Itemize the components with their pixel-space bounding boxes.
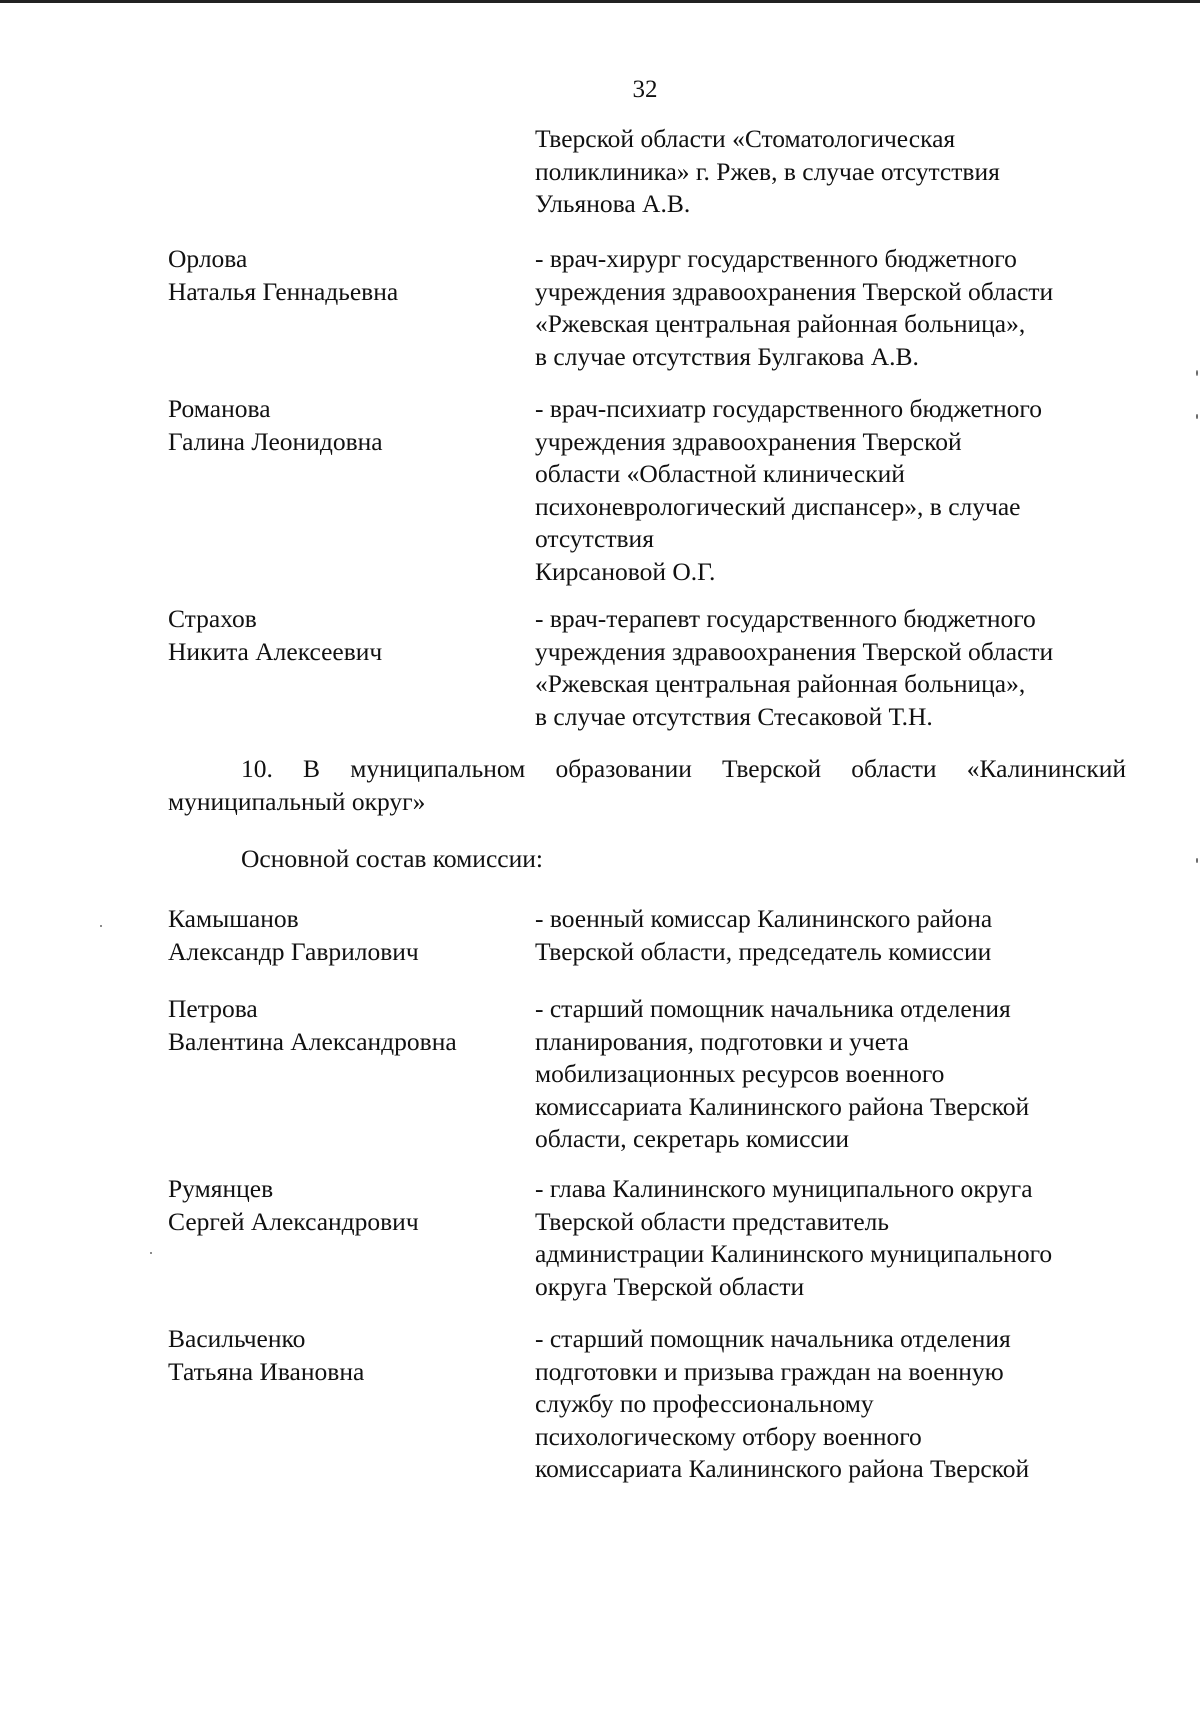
text-line: области «Областной клинический bbox=[535, 459, 905, 488]
text-line: в случае отсутствия Стесаковой Т.Н. bbox=[535, 701, 933, 731]
text-line: области, секретарь комиссии bbox=[535, 1124, 849, 1153]
member-name bbox=[168, 393, 528, 458]
member-surname: Страхов bbox=[168, 604, 257, 633]
member-position bbox=[535, 243, 1126, 373]
member-surname: Орлова bbox=[168, 244, 248, 273]
text-line: психологическому отбору военного bbox=[535, 1421, 922, 1451]
member-given-names: Галина Леонидовна bbox=[168, 426, 383, 456]
scan-speck bbox=[100, 925, 102, 927]
text-line: психоневрологический диспансер», в случае bbox=[535, 491, 1021, 521]
commission-subheading: Основной состав комиссии: bbox=[241, 844, 543, 873]
member-name bbox=[168, 1323, 528, 1388]
text-line: учреждения здравоохранения Тверской области bbox=[535, 276, 1054, 306]
member-name bbox=[168, 243, 528, 308]
member-given-names: Александр Гаврилович bbox=[168, 936, 419, 966]
member-given-names: Наталья Геннадьевна bbox=[168, 276, 399, 306]
text-line: отсутствия bbox=[535, 524, 654, 553]
member-name bbox=[168, 903, 528, 968]
scan-speck bbox=[1196, 414, 1198, 419]
member-name bbox=[168, 603, 528, 668]
member-position bbox=[535, 603, 1126, 733]
member-position bbox=[535, 903, 1126, 968]
continuation-text bbox=[535, 123, 1126, 221]
member-name bbox=[168, 993, 528, 1058]
member-position bbox=[535, 993, 1126, 1156]
text-line: - старший помощник начальника отделения bbox=[535, 1324, 1011, 1353]
member-given-names: Татьяна Ивановна bbox=[168, 1356, 365, 1386]
member-surname: Камышанов bbox=[168, 904, 299, 933]
top-border-line bbox=[0, 0, 1200, 3]
scan-speck bbox=[1196, 858, 1198, 863]
text-line: - врач-психиатр государственного бюджетного bbox=[535, 394, 1042, 423]
member-position bbox=[535, 1323, 1126, 1486]
text-line: Ульянова А.В. bbox=[535, 189, 691, 218]
member-given-names: Валентина Александровна bbox=[168, 1026, 457, 1056]
member-position bbox=[535, 393, 1126, 588]
text-line: в случае отсутствия Булгакова А.В. bbox=[535, 341, 919, 371]
member-given-names: Сергей Александрович bbox=[168, 1206, 419, 1236]
scan-speck bbox=[1196, 370, 1198, 376]
text-line: планирования, подготовки и учета bbox=[535, 1026, 909, 1056]
text-line: округа Тверской области bbox=[535, 1271, 805, 1301]
text-line: поликлиника» г. Ржев, в случае отсутствия bbox=[535, 156, 1000, 186]
text-line: комиссариата Калининского района Тверской bbox=[535, 1091, 1030, 1121]
text-line: - глава Калининского муниципального округа bbox=[535, 1174, 1033, 1203]
text-line: службу по профессиональному bbox=[535, 1389, 874, 1418]
text-line: «Ржевская центральная районная больница», bbox=[535, 309, 1026, 338]
page-number: 32 bbox=[632, 76, 658, 103]
member-surname: Романова bbox=[168, 394, 271, 423]
text-line: комиссариата Калининского района Тверской bbox=[535, 1454, 1030, 1483]
text-line: Тверской области представитель bbox=[535, 1206, 890, 1236]
text-line: учреждения здравоохранения Тверской области bbox=[535, 636, 1054, 666]
text-line: администрации Калининского муниципального bbox=[535, 1239, 1053, 1268]
text-line: Тверской области, председатель комиссии bbox=[535, 936, 992, 966]
member-surname: Петрова bbox=[168, 994, 258, 1023]
text-line: Тверской области «Стоматологическая bbox=[535, 124, 956, 153]
member-given-names: Никита Алексеевич bbox=[168, 636, 383, 666]
member-surname: Васильченко bbox=[168, 1324, 306, 1353]
text-line: - врач-хирург государственного бюджетного bbox=[535, 244, 1017, 273]
member-name bbox=[168, 1173, 528, 1238]
text-line: «Ржевская центральная районная больница», bbox=[535, 669, 1026, 698]
scan-speck bbox=[150, 1252, 152, 1254]
text-line: - старший помощник начальника отделения bbox=[535, 994, 1011, 1023]
member-position bbox=[535, 1173, 1126, 1303]
text-line: подготовки и призыва граждан на военную bbox=[535, 1356, 1004, 1386]
text-line: Кирсановой О.Г. bbox=[535, 556, 716, 586]
text-line: - военный комиссар Калининского района bbox=[535, 904, 993, 933]
text-line: мобилизационных ресурсов военного bbox=[535, 1059, 945, 1088]
text-line: - врач-терапевт государственного бюджетного bbox=[535, 604, 1036, 633]
text-line: учреждения здравоохранения Тверской bbox=[535, 426, 962, 456]
member-surname: Румянцев bbox=[168, 1174, 274, 1203]
section-heading: 10. В муниципальном образовании Тверской области «Калининский муниципальный округ» bbox=[168, 754, 1126, 816]
